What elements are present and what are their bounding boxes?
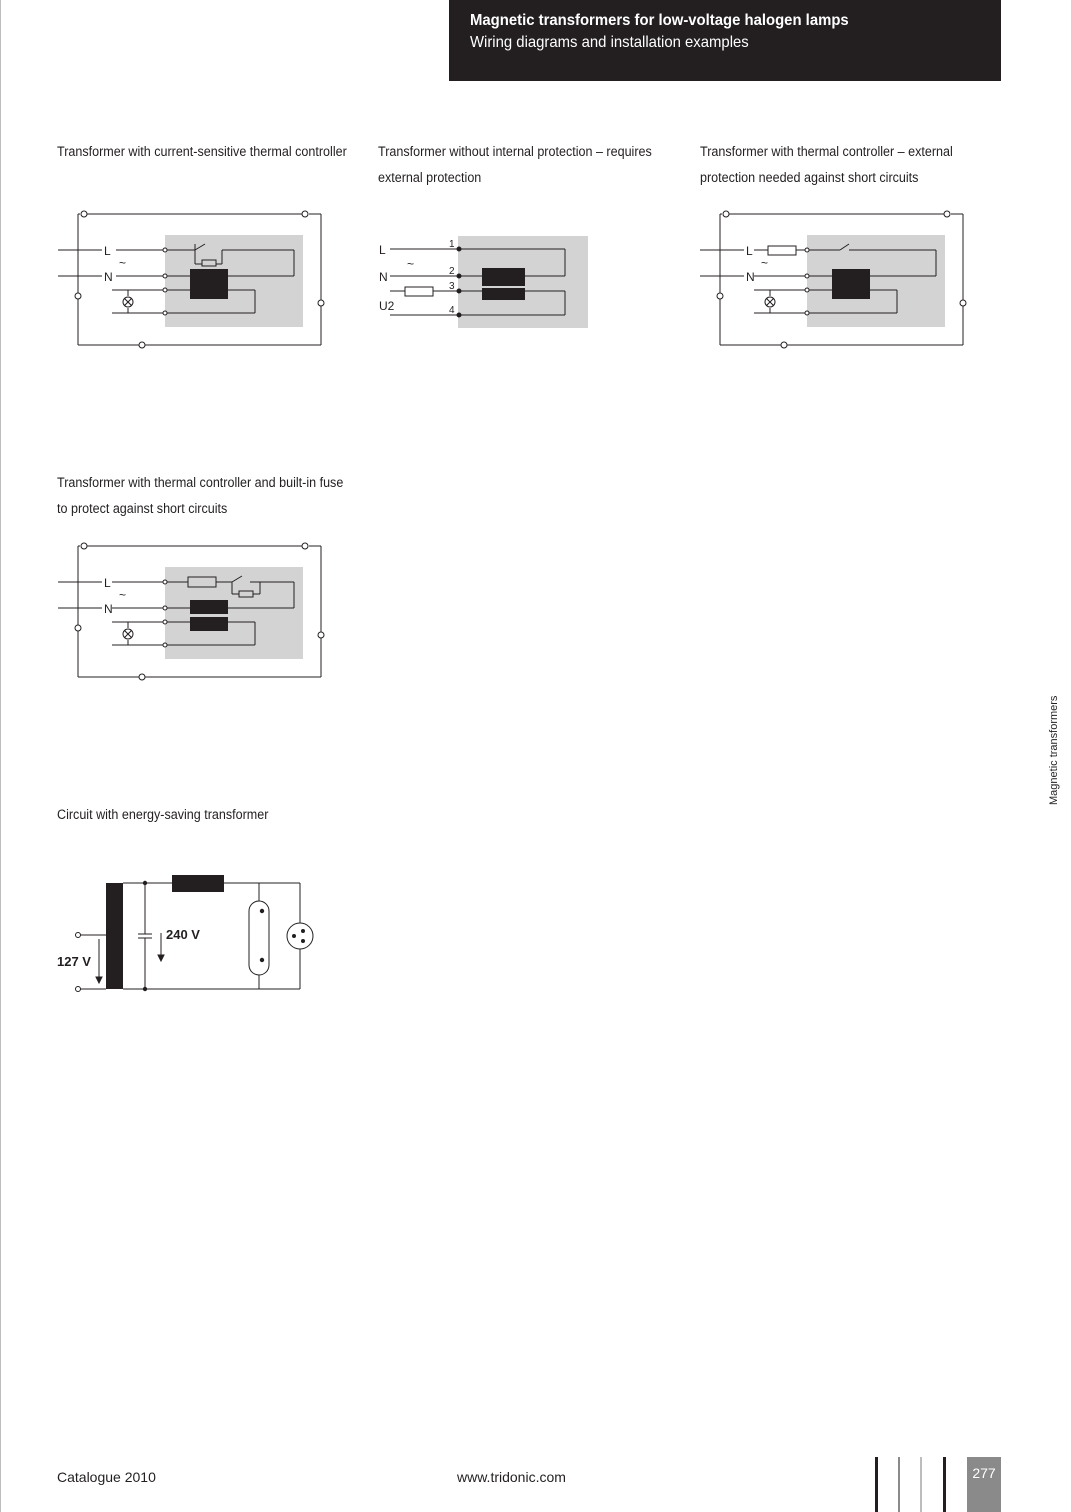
label-n: N bbox=[379, 270, 388, 284]
caption-line: Transformer without internal protection – requires bbox=[378, 144, 652, 159]
label-n: N bbox=[104, 602, 113, 616]
terminal-1: 1 bbox=[449, 239, 455, 250]
terminal-4: 4 bbox=[449, 305, 455, 316]
footer-bar bbox=[920, 1457, 922, 1512]
label-tilde: ~ bbox=[119, 256, 127, 270]
label-voltage-in: 127 V bbox=[57, 954, 91, 969]
wiring-diagram-2 bbox=[375, 230, 595, 330]
page-edge-rule bbox=[0, 0, 1, 1512]
footer-bar bbox=[875, 1457, 878, 1512]
label-l: L bbox=[104, 576, 111, 590]
label-tilde: ~ bbox=[407, 257, 415, 271]
label-voltage-out: 240 V bbox=[166, 927, 200, 942]
page-number: 277 bbox=[967, 1457, 1001, 1512]
caption-line: external protection bbox=[378, 169, 482, 185]
wiring-diagram-1 bbox=[50, 200, 340, 360]
caption-line: Transformer with thermal controller – external bbox=[700, 144, 953, 159]
wiring-diagram-3 bbox=[692, 200, 982, 360]
header-title: Magnetic transformers for low-voltage halogen lamps bbox=[470, 12, 849, 29]
caption-line: Circuit with energy-saving transformer bbox=[57, 807, 269, 822]
label-l: L bbox=[379, 243, 386, 257]
caption-line: to protect against short circuits bbox=[57, 500, 228, 516]
terminal-2: 2 bbox=[449, 266, 455, 277]
header-subtitle: Wiring diagrams and installation examples bbox=[470, 34, 749, 51]
caption-line: Transformer with thermal controller and built-in fuse bbox=[57, 475, 344, 490]
label-n: N bbox=[104, 270, 113, 284]
footer-website: www.tridonic.com bbox=[457, 1469, 566, 1485]
wiring-diagram-5 bbox=[50, 865, 310, 1005]
caption-line: Transformer with current-sensitive thermal controller bbox=[57, 144, 347, 159]
caption-diagram-1 bbox=[57, 139, 347, 165]
label-tilde: ~ bbox=[119, 588, 127, 602]
footer-bar bbox=[943, 1457, 946, 1512]
page-header bbox=[449, 0, 1001, 81]
side-tab-label: Magnetic transformers bbox=[1048, 695, 1060, 805]
label-u2: U2 bbox=[379, 299, 395, 313]
label-n: N bbox=[746, 270, 755, 284]
caption-diagram-2 bbox=[378, 139, 652, 190]
label-l: L bbox=[746, 244, 753, 258]
wiring-diagram-4 bbox=[50, 532, 340, 692]
caption-diagram-5 bbox=[57, 802, 268, 828]
label-l: L bbox=[104, 244, 111, 258]
label-tilde: ~ bbox=[761, 256, 769, 270]
caption-line: protection needed against short circuits bbox=[700, 169, 919, 185]
footer-catalogue: Catalogue 2010 bbox=[57, 1469, 156, 1485]
caption-diagram-3 bbox=[700, 139, 953, 190]
terminal-3: 3 bbox=[449, 281, 455, 292]
caption-diagram-4 bbox=[57, 470, 343, 521]
footer-bar bbox=[898, 1457, 900, 1512]
